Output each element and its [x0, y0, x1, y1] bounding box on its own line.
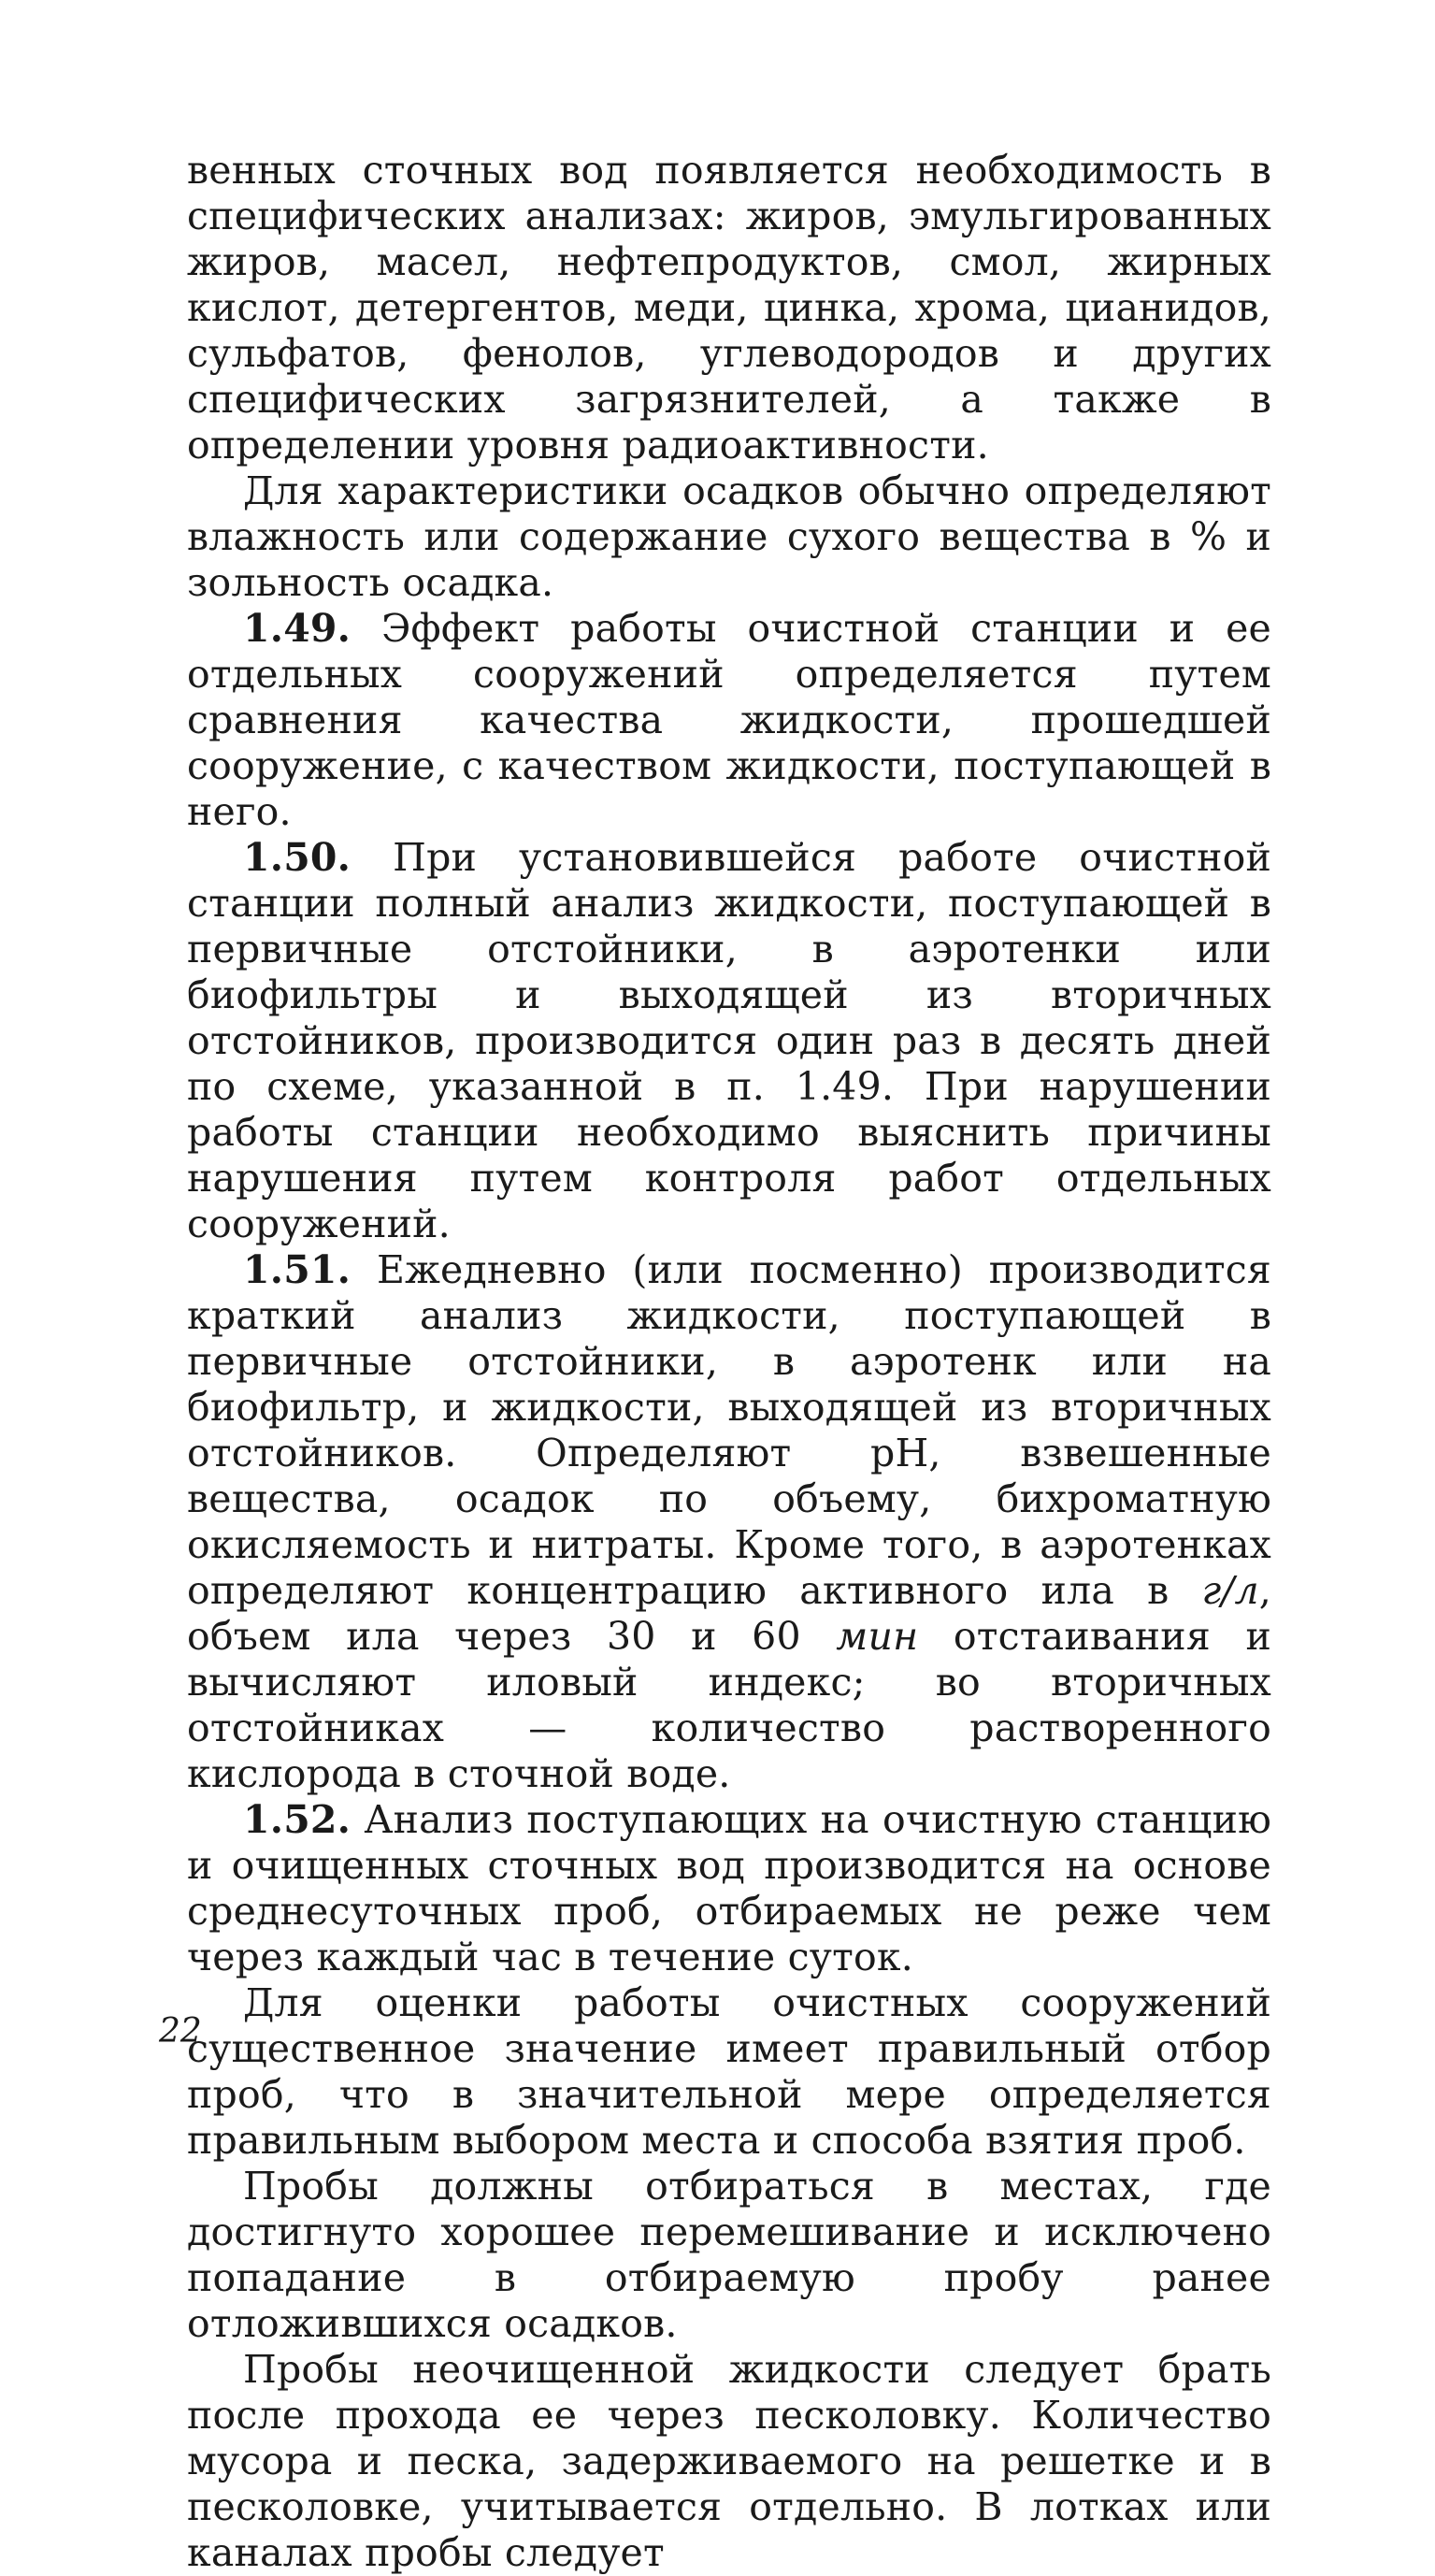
paragraph-text: Эффект работы очистной станции и ее отдельных сооружений определяется путем сравнения качества жидкости, прошедшей сооружение, с качеством жидкости, поступающей в него.: [187, 606, 1272, 834]
paragraph-text: Пробы должны отбираться в местах, где достигнуто хорошее перемешивание и исключено попадание в отбираемую пробу ранее отложившихся осадков.: [187, 2164, 1271, 2346]
unit-grams-per-liter: г/л: [1201, 1568, 1259, 1613]
paragraph-text: , объем ила через 30 и 60: [187, 1568, 1271, 1659]
paragraph-raw-samples: [187, 2347, 1271, 2576]
section-number: 1.52.: [243, 1797, 352, 1842]
paragraph-text: Анализ поступающих на очистную станцию и очищенных сточных вод производится на основе среднесуточных проб, отбираемых не реже чем через каждый час в течение суток.: [187, 1797, 1272, 1979]
page-body: [187, 148, 1271, 2576]
page-number: 22: [159, 2012, 202, 2051]
paragraph-1-51: [187, 1247, 1271, 1797]
paragraph-text: Пробы неочищенной жидкости следует брать после прохода ее через песколовку. Количество мусора и песка, задерживаемого на решетке и в песколовке, учитывается отдельно. В лотках или каналах пробы следует: [187, 2347, 1271, 2575]
paragraph-sample-location: [187, 2164, 1271, 2347]
paragraph-text: Ежедневно (или посменно) производится краткий анализ жидкости, поступающей в первичные отстойники, в аэротенк или на биофильтр, и жидкости, выходящей из вторичных отстойников. Определяют pH, взвешенные вещества, осадок по объему, бихроматную окисляемость и нитраты. Кроме того, в аэротенках определяют концентрацию активного ила в: [187, 1247, 1271, 1613]
section-number: 1.49.: [243, 606, 352, 651]
paragraph-continued: [187, 148, 1271, 468]
paragraph-1-52: [187, 1797, 1271, 1980]
paragraph-sludge: [187, 468, 1271, 606]
paragraph-1-50: [187, 835, 1271, 1247]
paragraph-text: венных сточных вод появляется необходимость в специфических анализах: жиров, эмульгированных жиров, масел, нефтепродуктов, смол, жирных кислот, детергентов, меди, цинка, хрома, цианидов, сульфатов, фенолов, углеводородов и других специфических загрязнителей, а также в определении уровня радиоактивности.: [187, 148, 1271, 468]
unit-minutes: мин: [836, 1614, 919, 1659]
paragraph-text: отстаивания и вычисляют иловый индекс; во вторичных отстойниках — количество растворенного кислорода в сточной воде.: [187, 1614, 1271, 1796]
section-number: 1.51.: [243, 1247, 352, 1292]
text-block: [187, 148, 1271, 2576]
paragraph-text: Для оценки работы очистных сооружений существенное значение имеет правильный отбор проб, что в значительной мере определяется правильным выбором места и способа взятия проб.: [187, 1980, 1271, 2163]
section-number: 1.50.: [243, 835, 352, 880]
paragraph-text: Для характеристики осадков обычно определяют влажность или содержание сухого вещества в % и зольность осадка.: [187, 468, 1271, 605]
paragraph-text: При установившейся работе очистной станции полный анализ жидкости, поступающей в первичные отстойники, в аэротенки или биофильтры и выходящей из вторичных отстойников, производится один раз в десять дней по схеме, указанной в п. 1.49. При нарушении работы станции необходимо выяснить причины нарушения путем контроля работ отдельных сооружений.: [187, 835, 1272, 1246]
paragraph-sampling: [187, 1980, 1271, 2164]
paragraph-1-49: [187, 606, 1271, 835]
